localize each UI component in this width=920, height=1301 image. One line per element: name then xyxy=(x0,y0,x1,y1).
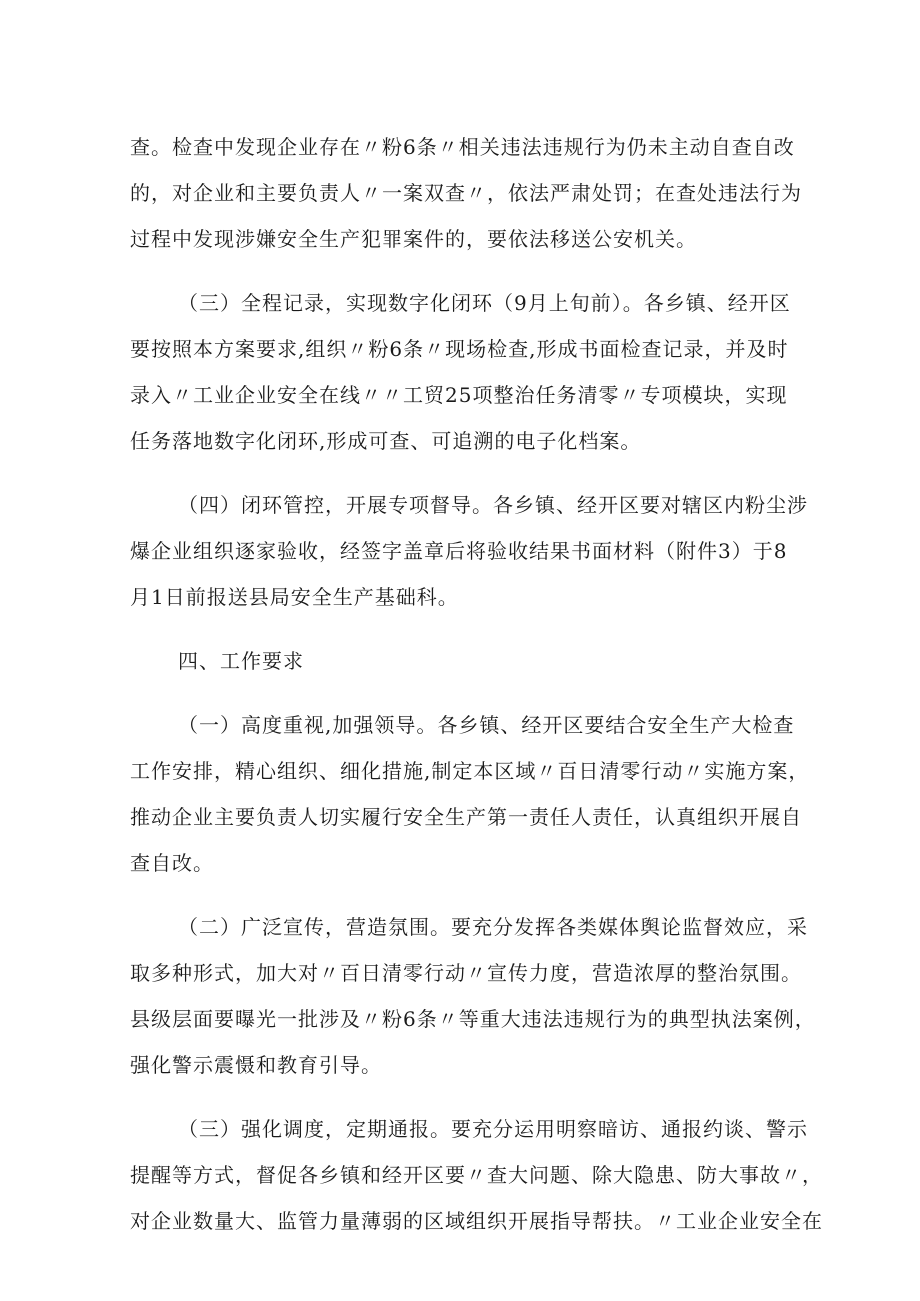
text-line: 查自改。 xyxy=(130,851,214,875)
text-line: 工作安排，精心组织、细化措施,制定本区域〃百日清零行动〃实施方案， xyxy=(130,759,810,783)
text-line: 爆企业组织逐家验收，经签字盖章后将验收结果书面材料（附件3）于8 xyxy=(130,539,788,563)
text-line: 提醒等方式，督促各乡镇和经开区要〃查大问题、除大隐患、防大事故〃， xyxy=(130,1163,823,1187)
text-line: 推动企业主要负责人切实履行安全生产第一责任人责任，认真组织开展自 xyxy=(130,805,802,829)
text-line: 的，对企业和主要负责人〃一案双查〃，依法严肃处罚；在查处违法行为 xyxy=(130,181,802,205)
text-line: （一）高度重视,加强领导。各乡镇、经开区要结合安全生产大检查 xyxy=(178,713,795,737)
section-heading-work-requirements xyxy=(130,638,820,684)
text-line: 过程中发现涉嫌安全生产犯罪案件的，要依法移送公安机关。 xyxy=(130,227,697,251)
paragraph-closed-loop-control xyxy=(130,482,820,620)
paragraph-inspection-penalty xyxy=(130,124,820,262)
paragraph-publicity xyxy=(130,904,820,1088)
paragraph-high-attention xyxy=(130,702,820,886)
text-line: 对企业数量大、监管力量薄弱的区域组织开展指导帮扶。〃工业企业安全在 xyxy=(130,1209,823,1233)
text-line: （二）广泛宣传，营造氛围。要充分发挥各类媒体舆论监督效应，采 xyxy=(178,915,808,939)
text-line: 县级层面要曝光一批涉及〃粉6条〃等重大违法违规行为的典型执法案例， xyxy=(130,1007,816,1031)
text-line: 月1日前报送县局安全生产基础科。 xyxy=(130,585,459,609)
section-heading: 四、工作要求 xyxy=(178,649,304,673)
text-line: 要按照本方案要求,组织〃粉6条〃现场检查,形成书面检查记录，并及时 xyxy=(130,337,789,361)
text-line: 录入〃工业企业安全在线〃〃工贸25项整治任务清零〃专项模块，实现 xyxy=(130,383,788,407)
paragraph-full-record xyxy=(130,280,820,464)
text-line: （三）全程记录，实现数字化闭环（9月上旬前）。各乡镇、经开区 xyxy=(178,291,791,315)
text-line: 取多种形式，加大对〃百日清零行动〃宣传力度，营造浓厚的整治氛围。 xyxy=(130,961,802,985)
text-line: 任务落地数字化闭环,形成可查、可追溯的电子化档案。 xyxy=(130,429,642,453)
text-line: （四）闭环管控，开展专项督导。各乡镇、经开区要对辖区内粉尘涉 xyxy=(178,493,808,517)
text-line: 查。检查中发现企业存在〃粉6条〃相关违法违规行为仍未主动自查自改 xyxy=(130,135,795,159)
text-line: （三）强化调度，定期通报。要充分运用明察暗访、通报约谈、警示 xyxy=(178,1117,808,1141)
text-line: 强化警示震慑和教育引导。 xyxy=(130,1053,382,1077)
document-body xyxy=(130,124,823,1244)
paragraph-scheduling-reporting xyxy=(130,1106,823,1244)
